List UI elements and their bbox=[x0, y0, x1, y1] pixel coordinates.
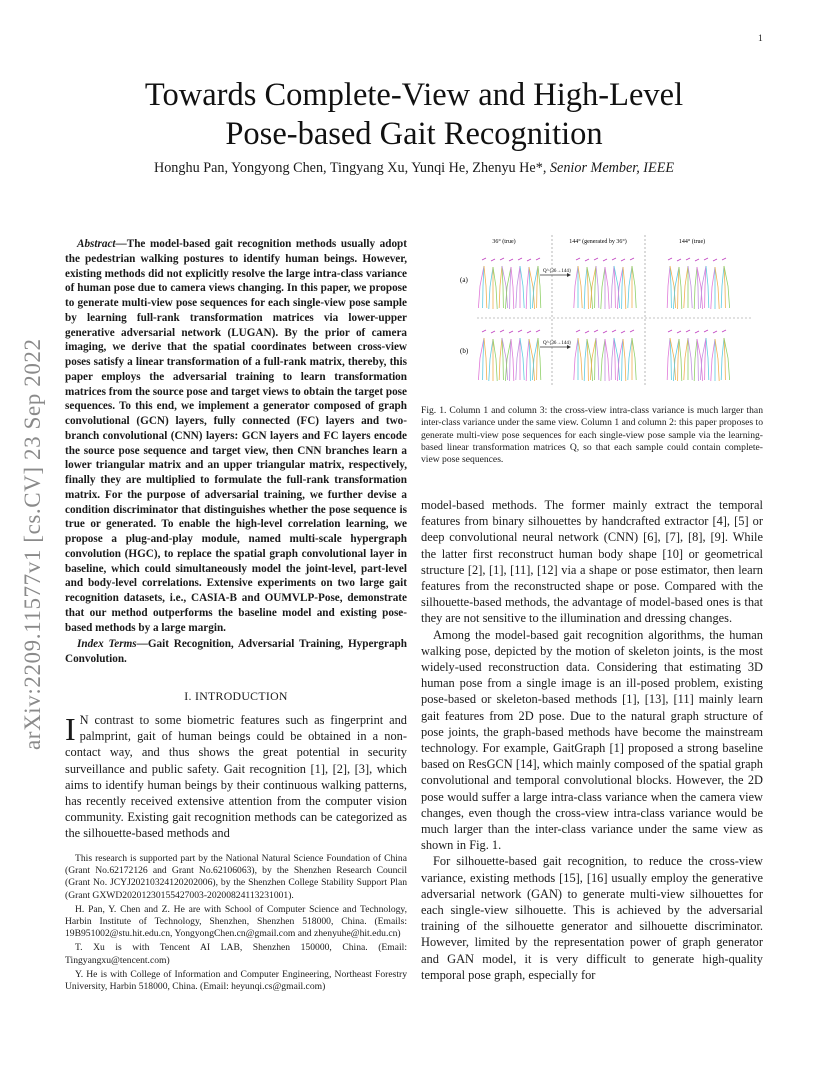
skeleton-limb bbox=[721, 338, 724, 380]
title-line-2: Pose-based Gait Recognition bbox=[225, 116, 603, 152]
skeleton-limb bbox=[516, 338, 520, 380]
section-heading: I. INTRODUCTION bbox=[184, 689, 288, 703]
skeleton-limb bbox=[605, 267, 609, 309]
skeleton-limb bbox=[623, 339, 626, 381]
skeleton-head bbox=[621, 259, 625, 261]
skeleton-limb bbox=[684, 266, 688, 308]
skeleton-limb bbox=[489, 339, 493, 381]
skeleton-limb bbox=[526, 267, 529, 309]
skeleton-limb bbox=[538, 266, 541, 308]
skeleton-limb bbox=[688, 338, 692, 380]
skeleton-limb bbox=[706, 338, 709, 380]
skeleton-head bbox=[677, 331, 681, 333]
skeleton-limb bbox=[538, 338, 541, 380]
index-terms bbox=[65, 637, 407, 667]
skeleton-limb bbox=[679, 267, 682, 309]
skeleton-limb bbox=[574, 266, 578, 308]
col-label-2: 144° (generated by 36°) bbox=[569, 239, 627, 245]
skeleton-limb bbox=[711, 267, 715, 309]
authors-role: Senior Member, IEEE bbox=[549, 160, 675, 176]
skeleton-limb bbox=[632, 338, 636, 380]
skeleton-limb bbox=[511, 339, 514, 381]
right-column-text bbox=[421, 497, 763, 983]
footnotes bbox=[65, 853, 407, 995]
skeleton-limb bbox=[516, 266, 520, 308]
skeleton-limb bbox=[694, 267, 697, 309]
skeleton-head bbox=[704, 258, 708, 260]
skeleton-limb bbox=[584, 267, 587, 309]
figure-1 bbox=[452, 230, 762, 398]
skeleton-limb bbox=[628, 266, 632, 308]
skeleton-limb bbox=[601, 267, 605, 309]
index-terms-label: Index Terms bbox=[77, 638, 137, 650]
skeleton-head bbox=[713, 331, 717, 333]
skeleton-limb bbox=[578, 266, 582, 308]
title-line-1: Towards Complete-View and High-Level bbox=[144, 77, 684, 113]
skeleton-head bbox=[704, 330, 708, 332]
skeleton-head bbox=[668, 258, 672, 260]
skeleton-limb bbox=[499, 338, 502, 380]
skeleton-head bbox=[594, 330, 598, 332]
skeleton-head bbox=[585, 259, 589, 261]
skeleton-head bbox=[491, 259, 495, 261]
skeleton-head bbox=[585, 331, 589, 333]
skeleton-limb bbox=[684, 338, 688, 380]
skeleton-limb bbox=[484, 266, 487, 308]
skeleton-head bbox=[722, 330, 726, 332]
skeleton-limb bbox=[511, 267, 514, 309]
skeleton-limb bbox=[574, 338, 578, 380]
skeleton-limb bbox=[601, 339, 605, 381]
skeleton-head bbox=[713, 259, 717, 261]
index-terms-text: —Gait Recognition, Adversarial Training, Hypergraph Convolution. bbox=[65, 638, 407, 665]
skeleton-head bbox=[576, 330, 580, 332]
skeleton-limb bbox=[679, 339, 682, 381]
skeleton-limb bbox=[493, 267, 497, 309]
skeleton-head bbox=[536, 258, 540, 260]
col-label-1: 36° (true) bbox=[492, 239, 516, 245]
paragraph-1: model-based methods. The former mainly extract the temporal features from binary silhouettes by handcrafted extractor [4], [5] or deep convolutional neural network (CNN) [6], [7], [8], [9]. While the latter first reconstruct human body shape [10] or geometrical structure [2], [1], [11], [12] via a shape or pose estimator, then learn features from the reconstructed shape or pose. Compared with the silhouette-based methods, the advantage of model-based ones is that they are not sensitive to the illumination and dressing changes. bbox=[421, 498, 763, 626]
intro-text: N contrast to some biometric features such as fingerprint and palmprint, gait of human beings could be obtained in a non-contact way, and thus shows the great potential in security surveillance and public safety. Gait recognition [1], [2], [3], which aims to identify human beings by their continuous walking patterns, has recently received extensive attention from the computer vision community. Existing gait recognition methods can be categorized as the silhouette-based methods and bbox=[65, 713, 407, 841]
skeleton-limb bbox=[667, 266, 670, 308]
skeleton-limb bbox=[715, 267, 719, 309]
skeleton-head bbox=[695, 331, 699, 333]
skeleton-head bbox=[491, 331, 495, 333]
skeleton-limb bbox=[484, 338, 487, 380]
skeleton-limb bbox=[605, 339, 609, 381]
skeleton-head bbox=[686, 330, 690, 332]
abstract-text: —The model-based gait recognition methods usually adopt the pedestrian walking postures to identify human beings. However, existing methods did not explicitly resolve the large intra-class variance of human pose due to camera views changing. In this paper, we propose to generate multi-view pose sequences for each single-view pose sample by learning full-rank transformation matrices via lower-upper generative adversarial network (LUGAN). By the prior of camera imaging, we derive that the spatial coordinates between cross-view poses satisfy a linear transformation of a full-rank matrix, thereby, this paper employs the adversarial training to learn transformation matrices from the source pose and target views to obtain the target pose sequences. To this end, we implement a generator composed of graph convolutional (GCN) layers, fully connected (FC) layers and two-branch convolutional (CNN) layers: GCN layers and FC layers encode the source pose sequence and target view, then CNN branches learn a lower triangular matrix and an upper triangular matrix, respectively, finally they are multiplied to formulate the full-rank transformation matrix. For the purpose of adversarial training, we further devise a condition discriminator that distinguishes whether the pose sequence is true or generated. To enable the high-level correlation learning, we propose a plug-and-play module, named multi-scale hypergraph convolution (HGC), to replace the spatial graph convolutional layer in baseline, which could simultaneously model the joint-level, part-level and body-level correlations. Extensive experiments on two large gait recognition datasets, i.e., CASIA-B and OUMVLP-Pose, demonstrate that our method outperforms the baseline model and existing pose-based methods by a large margin. bbox=[65, 238, 407, 634]
skeleton-head bbox=[509, 259, 513, 261]
skeleton-limb bbox=[526, 339, 529, 381]
skeleton-head bbox=[509, 331, 513, 333]
footnote-affil-1: H. Pan, Y. Chen and Z. He are with School of Computer Science and Technology, Harbin Institute of Technology, Shenzhen, Shenzhen 518000, China. (Emails: 19B951002@stu.hit.edu.cn, YongyongChen.cn@gmail.com and zhenyuhe@hit.edu.cn) bbox=[65, 903, 407, 940]
figure-1-graphic bbox=[452, 230, 762, 398]
skeleton-head bbox=[695, 259, 699, 261]
skeleton-limb bbox=[721, 266, 724, 308]
skeleton-limb bbox=[611, 338, 614, 380]
intro-paragraph bbox=[65, 712, 407, 842]
skeleton-limb bbox=[611, 266, 614, 308]
skeleton-limb bbox=[667, 338, 670, 380]
drop-cap: I bbox=[65, 711, 76, 747]
skeleton-head bbox=[482, 258, 486, 260]
skeleton-head bbox=[722, 258, 726, 260]
skeleton-limb bbox=[578, 338, 582, 380]
paragraph-2: Among the model-based gait recognition algorithms, the human walking pose, depicted by the motion of skeleton joints, is the most widely-used reconstruction data. Considering that estimating 3D human pose from a single image is an ill-posed problem, existing pose-based or skeleton-based methods [1], [13], [11] mainly learn gait features from 2D pose. Due to the natural graph structure of pose joints, the graph-based methods have become the mainstream technology. For example, GaitGraph [1] proposed a strong baseline based on ResGCN [14], which mainly composed of the spatial graph convolutional and temporal convolutional blocks. However, the 2D pose would suffer a large intra-class variance when the camera view changes, even though the cross-view intra-class variance would be much larger than the inter-class variance under the same view as shown in Fig. 1. bbox=[421, 627, 763, 853]
skeleton-limb bbox=[706, 266, 709, 308]
skeleton-limb bbox=[694, 339, 697, 381]
skeleton-limb bbox=[632, 266, 636, 308]
authors-names: Honghu Pan, Yongyong Chen, Tingyang Xu, Yunqi He, Zhenyu He*, bbox=[153, 160, 547, 176]
skeleton-limb bbox=[493, 339, 497, 381]
skeleton-limb bbox=[489, 267, 493, 309]
figure-caption: Fig. 1. Column 1 and column 3: the cross-view intra-class variance is much larger than inter-class variance under the same view. Column 1 and column 2: this paper proposes to generate multi-view pose sequences for each single-view pose sample via the learning-based linear transformation matrices Q, so that each sample could contain complete-view pose sequences. bbox=[421, 405, 763, 466]
arrow-label-a: Q^{36→144} bbox=[543, 269, 572, 274]
skeleton-head bbox=[603, 331, 607, 333]
skeleton-head bbox=[603, 259, 607, 261]
skeleton-head bbox=[527, 331, 531, 333]
skeleton-head bbox=[594, 258, 598, 260]
skeleton-limb bbox=[520, 338, 524, 380]
col-label-3: 144° (true) bbox=[678, 239, 706, 245]
skeleton-limb bbox=[596, 266, 599, 308]
skeleton-head bbox=[668, 330, 672, 332]
skeleton-limb bbox=[520, 266, 524, 308]
skeleton-head bbox=[536, 330, 540, 332]
skeleton-head bbox=[630, 258, 634, 260]
arxiv-watermark: arXiv:2209.11577v1 [cs.CV] 23 Sep 2022 bbox=[20, 338, 45, 750]
skeleton-limb bbox=[628, 338, 632, 380]
skeleton-limb bbox=[499, 266, 502, 308]
skeleton-head bbox=[482, 330, 486, 332]
skeleton-head bbox=[576, 258, 580, 260]
row-label-a: (a) bbox=[460, 276, 468, 284]
skeleton-limb bbox=[596, 338, 599, 380]
skeleton-head bbox=[630, 330, 634, 332]
arrow-label-b: Q^{36→144} bbox=[543, 341, 572, 346]
row-label-b: (b) bbox=[460, 347, 469, 355]
skeleton-head bbox=[527, 259, 531, 261]
skeleton-head bbox=[518, 258, 522, 260]
footnote-affil-3: Y. He is with College of Information and Computer Engineering, Northeast Forestry University, Harbin 518000, China. (Email: heyunqi.cs@gmail.com) bbox=[65, 968, 407, 993]
skeleton-head bbox=[518, 330, 522, 332]
abstract bbox=[65, 237, 407, 635]
skeleton-head bbox=[686, 258, 690, 260]
skeleton-head bbox=[612, 330, 616, 332]
pose-skeletons bbox=[478, 258, 729, 381]
skeleton-limb bbox=[711, 339, 715, 381]
skeleton-head bbox=[621, 331, 625, 333]
skeleton-limb bbox=[715, 339, 719, 381]
skeleton-head bbox=[612, 258, 616, 260]
skeleton-limb bbox=[623, 267, 626, 309]
footnote-funding: This research is supported part by the National Natural Science Foundation of China (Grant No.62172126 and Grant No.62106063), by the Shenzhen Research Council (Grant No. JCYJ20210324120202006), by the Shenzhen College Stability Support Plan (Grant GXWD20201230155427003-20200824113231001). bbox=[65, 853, 407, 901]
skeleton-head bbox=[677, 259, 681, 261]
footnote-affil-2: T. Xu is with Tencent AI LAB, Shenzhen 150000, China. (Email: Tingyangxu@tencent.com) bbox=[65, 942, 407, 966]
skeleton-limb bbox=[584, 339, 587, 381]
page-number: 1 bbox=[758, 34, 763, 44]
skeleton-head bbox=[500, 330, 504, 332]
skeleton-head bbox=[500, 258, 504, 260]
abstract-label: Abstract bbox=[77, 238, 116, 250]
author-list bbox=[0, 160, 828, 177]
paragraph-3: For silhouette-based gait recognition, to reduce the cross-view variance, existing methods [15], [16] usually employ the generative adversarial network (GAN) to generate multi-view silhouettes for each single-view silhouette. This is achieved by the adversarial training of the silhouette generator and silhouette discriminator. However, limited by the representation power of graph generator and GAN model, it is very difficult to generate high-quality temporal pose graph, especially for bbox=[421, 854, 763, 982]
skeleton-limb bbox=[688, 266, 692, 308]
paper-title bbox=[0, 76, 828, 154]
